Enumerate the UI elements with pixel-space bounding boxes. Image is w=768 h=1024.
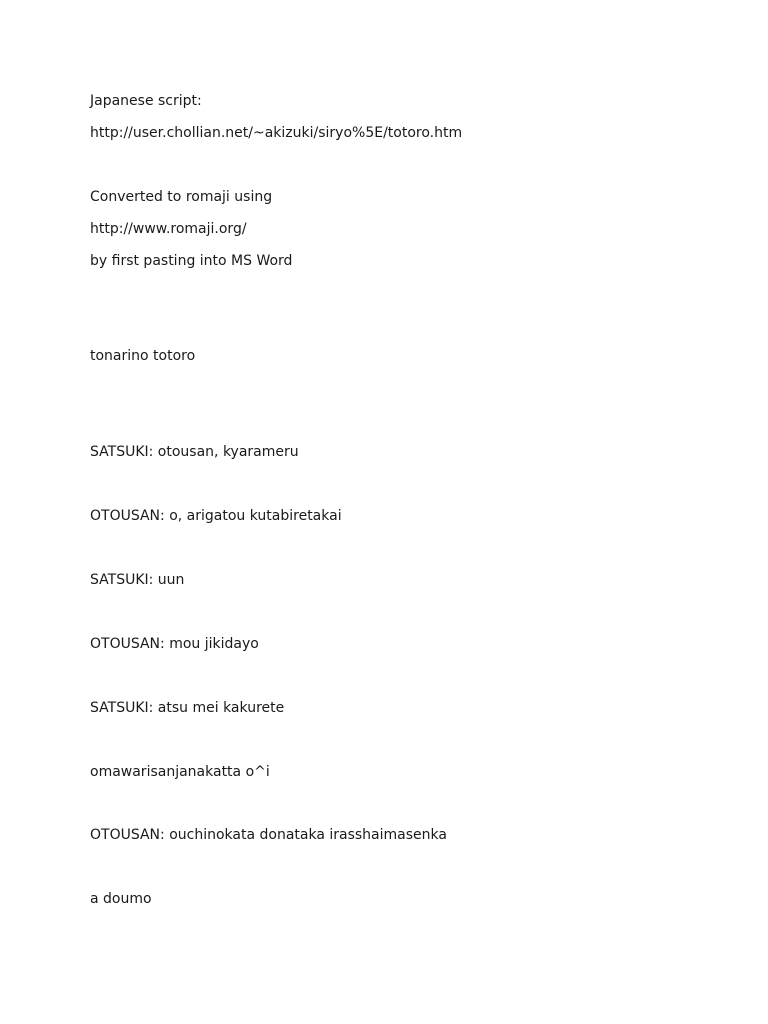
script-line: OTOUSAN: mou jikidayo <box>90 636 259 652</box>
script-line: SATSUKI: uun <box>90 572 185 588</box>
source-url: http://user.chollian.net/~akizuki/siryo%5E/totoro.htm <box>90 125 463 141</box>
script-line: SATSUKI: atsu mei kakurete <box>90 700 285 716</box>
script-line: SATSUKI: otousan, kyarameru <box>90 444 299 460</box>
converted-label: Converted to romaji using <box>90 189 273 205</box>
script-line: OTOUSAN: o, arigatou kutabiretakai <box>90 508 342 524</box>
source-label: Japanese script: <box>90 93 202 109</box>
converter-url: http://www.romaji.org/ <box>90 221 247 237</box>
script-line: omawarisanjanakatta o^i <box>90 764 270 780</box>
script-line: OTOUSAN: ouchinokata donataka irasshaimasenka <box>90 827 447 843</box>
method-note: by first pasting into MS Word <box>90 253 293 269</box>
script-title: tonarino totoro <box>90 348 196 364</box>
script-line: a doumo <box>90 891 152 907</box>
